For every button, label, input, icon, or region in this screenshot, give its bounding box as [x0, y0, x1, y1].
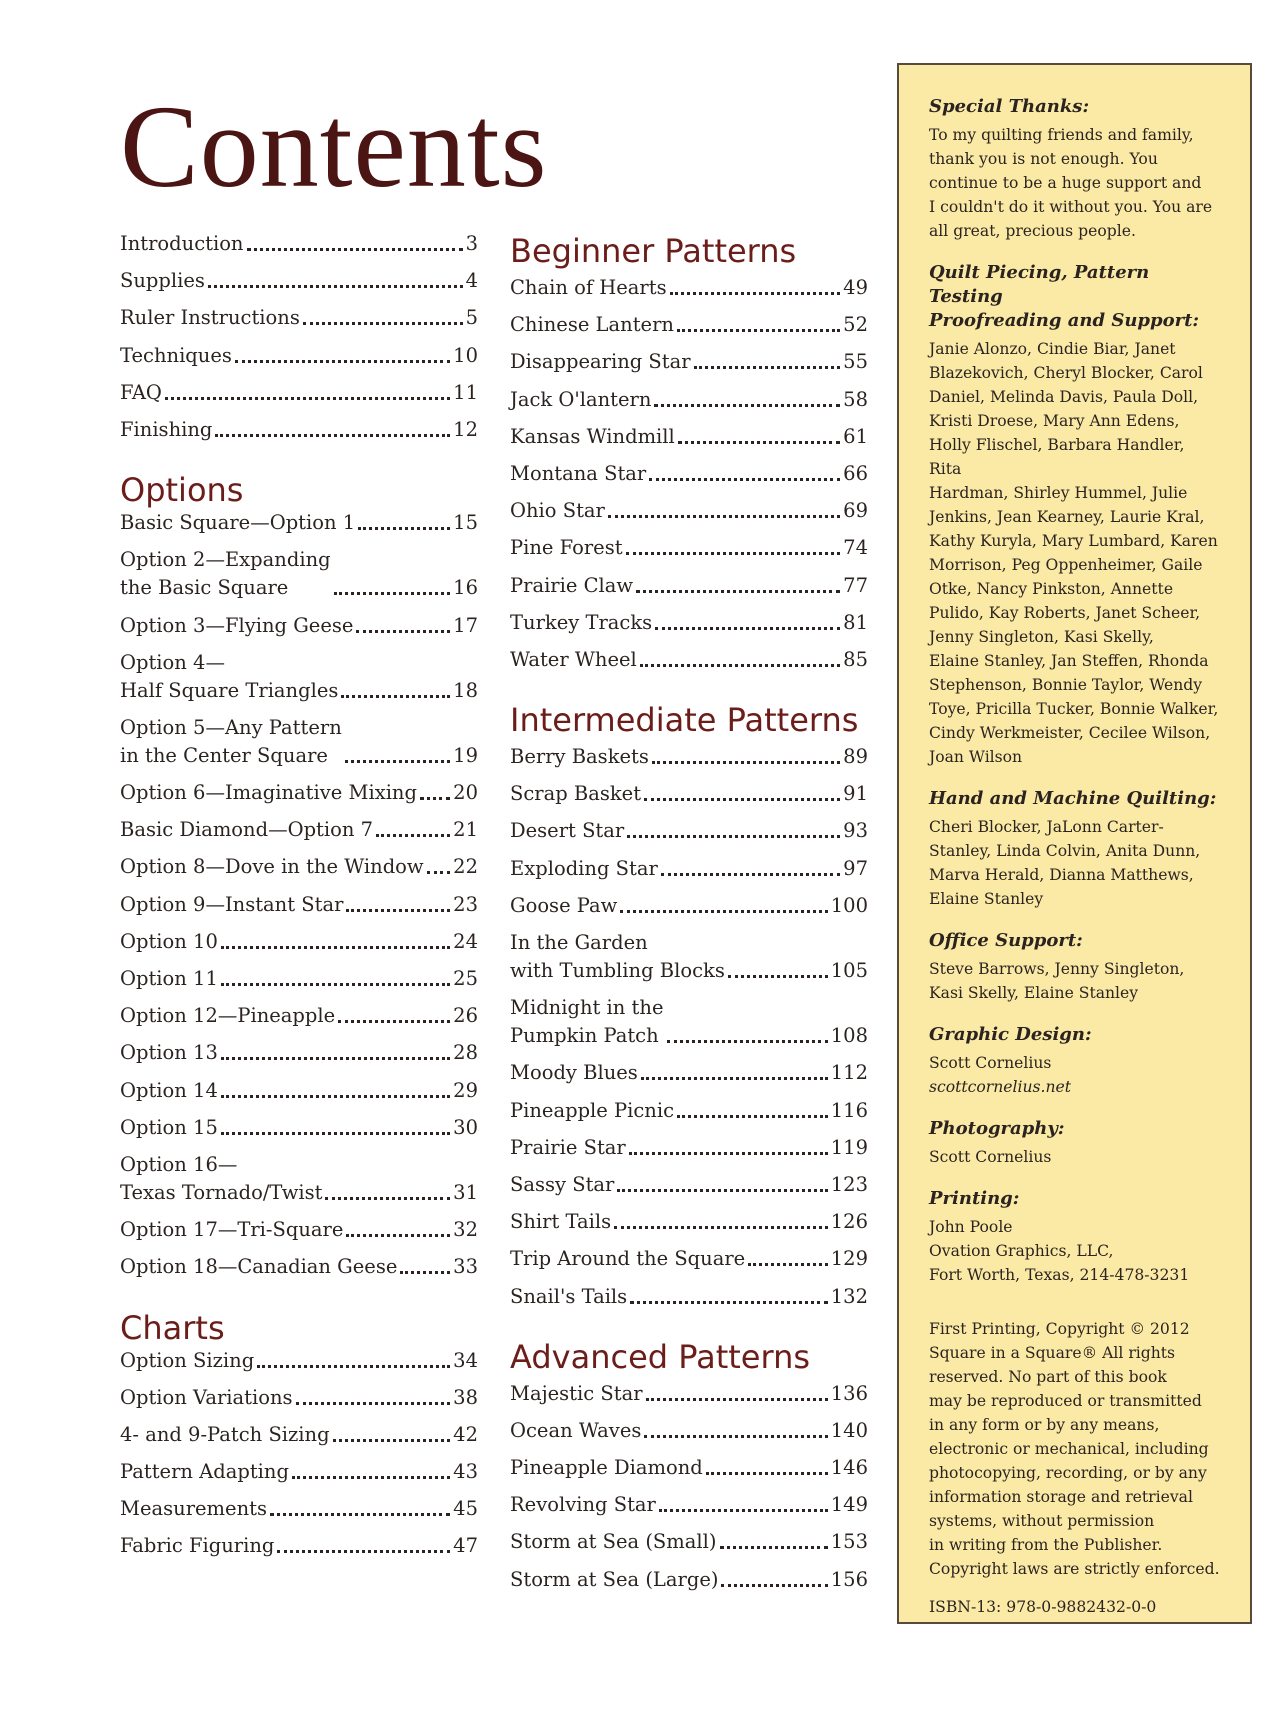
toc-entry-title: Kansas Windmill [510, 424, 675, 448]
toc-entry-title: Measurements [120, 1497, 267, 1521]
toc-entry-title: Option 12—Pineapple [120, 1004, 336, 1028]
credits-graphic [929, 1023, 1220, 1099]
dot-leader [334, 592, 451, 595]
credits-heading: Hand and Machine Quilting: [929, 788, 1217, 809]
toc-entry-page: 93 [843, 819, 868, 843]
credits-text: Cheri Blocker, JaLonn Carter- Stanley, Linda Colvin, Anita Dunn, Marva Herald, Dianna Matthews, Elaine Stanley [929, 818, 1201, 908]
toc-entry-page: 24 [453, 929, 478, 953]
toc-entry-page: 23 [453, 892, 478, 916]
toc-entry-page: 33 [453, 1255, 478, 1279]
toc-entry[interactable] [120, 1253, 478, 1281]
toc-entry-page: 45 [453, 1497, 478, 1521]
toc-entry-page: 18 [453, 678, 478, 702]
dot-leader [296, 1402, 451, 1405]
toc-entry[interactable] [120, 612, 478, 640]
toc-entry-title: Turkey Tracks [510, 610, 653, 634]
toc-entry-page: 32 [453, 1218, 478, 1242]
credits-heading: Printing: [929, 1188, 1020, 1209]
toc-entry[interactable] [120, 928, 478, 956]
dot-leader [277, 1550, 450, 1553]
toc-entry-page: 123 [830, 1172, 868, 1196]
toc-entry[interactable] [120, 342, 478, 370]
dot-leader [677, 1115, 828, 1118]
page-title: Contents [120, 81, 548, 212]
toc-entry[interactable] [120, 379, 478, 407]
toc-entry-title: Pineapple Diamond [510, 1456, 703, 1480]
toc-entry-title: Basic Diamond—Option 7 [120, 818, 374, 842]
toc-entry[interactable] [120, 714, 478, 770]
toc-entry-page: 66 [843, 461, 868, 485]
toc-entry-title: Water Wheel [510, 647, 637, 671]
dot-leader [649, 478, 840, 481]
dot-leader [641, 1077, 828, 1080]
toc-entry[interactable] [120, 509, 478, 537]
credits-text: Janie Alonzo, Cindie Biar, Janet Blazekovich, Cheryl Blocker, Carol Daniel, Melinda Davis, Paula Doll, Kristi Droese, Mary Ann Edens, Holly Flischel, Barbara Handler, Rita Hardman, Shirley Hummel, Julie Jenkins, Jean Kearney, Laurie Kral, Kathy Kuryla, Mary Lumbard, Karen Morrison, Peg Oppenheimer, Gaile Otke, Nancy Pinkston, Annette Pulido, Kay Roberts, Janet Scheer, Jenny Singleton, Kasi Skelly, Elaine Stanley, Jan Steffen, Rhonda Stephenson, Bonnie Taylor, Wendy Toye, Pricilla Tucker, Bonnie Walker, Cindy Werkmeister, Cecilee Wilson, Joan Wilson [929, 340, 1219, 766]
toc-entry-page: 15 [453, 511, 478, 535]
toc-entry[interactable] [120, 1039, 478, 1067]
toc-entry-page: 3 [465, 232, 478, 255]
toc-entry-page: 20 [453, 781, 478, 805]
toc-entry-page: 140 [830, 1418, 868, 1442]
toc-entry-title: Option 16— Texas Tornado/Twist [120, 1152, 323, 1204]
toc-entry[interactable] [120, 1151, 478, 1207]
toc-entry-page: 100 [830, 893, 868, 917]
toc-entry-title: Option 3—Flying Geese [120, 613, 354, 637]
dot-leader [292, 1476, 450, 1479]
toc-entry-title: Option 8—Dove in the Window [120, 855, 424, 879]
toc-entry-page: 42 [453, 1422, 478, 1446]
dot-leader [677, 329, 840, 332]
toc-entry[interactable] [120, 304, 478, 332]
toc-entry-page: 31 [453, 1180, 478, 1204]
dot-leader [720, 1546, 828, 1549]
toc-entry-title: Prairie Star [510, 1135, 626, 1159]
dot-leader [630, 1301, 828, 1304]
toc-entry-title: Techniques [120, 343, 232, 367]
section-heading-intermediate: Intermediate Patterns [510, 701, 859, 740]
dot-leader [221, 983, 450, 986]
toc-entry-page: 126 [830, 1210, 868, 1234]
toc-intermediate-list [510, 743, 868, 1310]
dot-leader [345, 760, 450, 763]
toc-entry[interactable] [510, 1528, 868, 1556]
toc-entry-page: 47 [453, 1534, 478, 1558]
toc-entry[interactable] [510, 274, 868, 302]
dot-leader [646, 1398, 828, 1401]
toc-entry[interactable] [510, 460, 868, 488]
toc-entry-page: 58 [843, 387, 868, 411]
toc-entry-title: Ocean Waves [510, 1418, 642, 1442]
toc-entry[interactable] [510, 497, 868, 525]
dot-leader [748, 1263, 828, 1266]
section-heading-beginner: Beginner Patterns [510, 232, 797, 270]
toc-entry-page: 26 [453, 1004, 478, 1028]
dot-leader [644, 1435, 827, 1438]
dot-leader [270, 1513, 450, 1516]
dot-leader [346, 1234, 450, 1237]
toc-entry-page: 22 [453, 855, 478, 879]
toc-column-middle [510, 232, 868, 1603]
toc-entry-page: 61 [843, 424, 868, 448]
toc-entry-title: Option 13 [120, 1041, 218, 1065]
toc-entry-page: 49 [843, 276, 868, 299]
toc-entry-title: Storm at Sea (Large) [510, 1567, 719, 1591]
credits-text: Scott Cornelius [929, 1054, 1052, 1072]
toc-entry-title: Option 6—Imaginative Mixing [120, 781, 417, 805]
dot-leader [346, 909, 450, 912]
toc-entry-page: 12 [453, 417, 478, 441]
toc-entry[interactable] [510, 609, 868, 637]
toc-entry-page: 85 [843, 647, 868, 671]
toc-entry[interactable] [510, 1171, 868, 1199]
toc-entry-title: Option 9—Instant Star [120, 892, 344, 916]
dot-leader [670, 292, 841, 295]
copyright-notice [929, 1317, 1220, 1581]
dot-leader [655, 627, 840, 630]
dot-leader [221, 1132, 450, 1135]
toc-entry[interactable] [510, 743, 868, 771]
toc-entry-page: 77 [843, 573, 868, 597]
toc-entry[interactable] [510, 817, 868, 845]
toc-entry-page: 116 [830, 1098, 868, 1122]
toc-entry-title: Storm at Sea (Small) [510, 1530, 717, 1554]
toc-entry-title: Majestic Star [510, 1381, 643, 1405]
dot-leader [420, 797, 450, 800]
toc-entry-page: 112 [830, 1061, 868, 1085]
credits-office [929, 929, 1220, 1005]
toc-entry-title: Option 15 [120, 1115, 218, 1139]
toc-charts-list [120, 1347, 478, 1561]
toc-entry[interactable] [120, 779, 478, 807]
copyright-text: First Printing, Copyright © 2012 Square in a Square® All rights reserved. No part of this book may be reproduced or transmitted in any form or by any means, electronic or mechanical, including photocopying, recording, or by any information storage and retrieval systems, without permission in writing from the Publisher. Copyright laws are strictly enforced. [929, 1320, 1220, 1578]
toc-entry[interactable] [120, 853, 478, 881]
toc-column-left [120, 230, 478, 1570]
toc-entry-page: 132 [830, 1284, 868, 1308]
toc-entry[interactable] [510, 994, 868, 1050]
toc-entry[interactable] [510, 1097, 868, 1125]
toc-entry-page: 5 [465, 306, 478, 330]
toc-entry-page: 34 [453, 1348, 478, 1372]
toc-entry-title: Pineapple Picnic [510, 1098, 675, 1122]
toc-entry-page: 97 [843, 856, 868, 880]
toc-advanced-list [510, 1380, 868, 1594]
toc-entry[interactable] [510, 1059, 868, 1087]
toc-entry-title: Ohio Star [510, 499, 605, 523]
isbn-text: ISBN-13: 978-0-9882432-0-0 [929, 1598, 1157, 1616]
toc-entry[interactable] [120, 416, 478, 444]
dot-leader [215, 434, 450, 437]
toc-entry-title: In the Garden with Tumbling Blocks [510, 931, 725, 982]
toc-entry-page: 108 [830, 1024, 868, 1048]
toc-entry[interactable] [510, 1208, 868, 1236]
toc-entry-title: Finishing [120, 417, 213, 441]
toc-entry-page: 29 [453, 1078, 478, 1102]
toc-entry[interactable] [120, 1458, 478, 1486]
credits-heading: Quilt Piecing, Pattern Testing Proofreading and Support: [929, 262, 1200, 331]
dot-leader [400, 1271, 450, 1274]
dot-leader [208, 285, 463, 288]
toc-entry-title: Moody Blues [510, 1061, 638, 1085]
dot-leader [376, 834, 450, 837]
dot-leader [358, 527, 450, 530]
dot-leader [221, 1057, 450, 1060]
toc-entry-page: 16 [453, 576, 478, 600]
dot-leader [338, 1020, 450, 1023]
toc-entry-page: 119 [830, 1135, 868, 1159]
toc-entry-page: 105 [830, 959, 868, 982]
toc-entry-page: 156 [830, 1567, 868, 1591]
toc-entry-page: 149 [830, 1493, 868, 1517]
toc-entry-title: Goose Paw [510, 893, 618, 917]
dot-leader [303, 322, 463, 325]
toc-entry-title: Jack O'lantern [510, 387, 652, 411]
toc-entry[interactable] [120, 1421, 478, 1449]
dot-leader [659, 1509, 828, 1512]
dot-leader [636, 590, 840, 593]
toc-entry-title: 4- and 9-Patch Sizing [120, 1422, 330, 1446]
toc-entry-page: 25 [453, 967, 478, 990]
credits-piecing [929, 261, 1220, 769]
toc-entry-title: Snail's Tails [510, 1284, 628, 1308]
dot-leader [221, 946, 450, 949]
dot-leader [333, 1439, 451, 1442]
credits-heading: Office Support: [929, 930, 1083, 951]
toc-entry-title: Option 5—Any Pattern in the Center Square [120, 715, 342, 767]
dot-leader [627, 835, 840, 838]
toc-entry[interactable] [120, 891, 478, 919]
toc-entry-title: Chain of Hearts [510, 276, 667, 299]
dot-leader [706, 1472, 828, 1475]
toc-entry[interactable] [510, 929, 868, 985]
toc-entry[interactable] [510, 423, 868, 451]
toc-entry[interactable] [120, 1216, 478, 1244]
toc-entry-title: Option 4— Half Square Triangles [120, 650, 339, 702]
dot-leader [629, 1152, 828, 1155]
dot-leader [608, 515, 840, 518]
toc-entry[interactable] [120, 1114, 478, 1142]
dot-leader [221, 1095, 450, 1098]
toc-entry[interactable] [510, 1380, 868, 1408]
toc-entry-title: Pattern Adapting [120, 1460, 289, 1484]
toc-entry-page: 89 [843, 745, 868, 769]
toc-entry[interactable] [510, 572, 868, 600]
toc-entry-title: Option 18—Canadian Geese [120, 1255, 398, 1279]
credits-printing [929, 1187, 1220, 1287]
credits-quilting [929, 787, 1220, 911]
toc-entry-page: 69 [843, 499, 868, 523]
credits-text: John Poole Ovation Graphics, LLC, Fort Worth, Texas, 214-478-3231 [929, 1218, 1190, 1284]
toc-entry[interactable] [120, 267, 478, 295]
toc-entry[interactable] [120, 816, 478, 844]
toc-entry-title: Prairie Claw [510, 573, 634, 597]
toc-entry-title: Chinese Lantern [510, 313, 674, 337]
toc-entry-title: Sassy Star [510, 1172, 615, 1196]
toc-entry[interactable] [120, 965, 478, 993]
toc-entry-title: Option Variations [120, 1385, 293, 1409]
toc-entry[interactable] [120, 1495, 478, 1523]
toc-entry-title: Option 2—Expanding the Basic Square [120, 548, 331, 600]
dot-leader [728, 975, 828, 978]
toc-entry-title: Exploding Star [510, 856, 658, 880]
toc-entry-title: Disappearing Star [510, 350, 691, 374]
toc-entry-title: Option 10 [120, 929, 218, 953]
dot-leader [626, 552, 841, 555]
toc-entry-page: 11 [453, 380, 478, 404]
toc-entry[interactable] [510, 1491, 868, 1519]
dot-leader [356, 630, 450, 633]
toc-entry[interactable] [510, 646, 868, 674]
toc-entry[interactable] [510, 1417, 868, 1445]
dot-leader [694, 366, 841, 369]
dot-leader [640, 664, 840, 667]
toc-entry-page: 74 [843, 536, 868, 560]
toc-entry[interactable] [120, 1077, 478, 1105]
toc-entry-title: Montana Star [510, 461, 647, 485]
dot-leader [165, 397, 450, 400]
toc-entry-title: Fabric Figuring [120, 1534, 275, 1558]
toc-entry-title: Desert Star [510, 819, 625, 843]
dot-leader [247, 248, 463, 251]
toc-entry-title: Introduction [120, 232, 244, 255]
dot-leader [325, 1197, 450, 1200]
toc-entry-page: 81 [843, 610, 868, 634]
toc-entry-page: 10 [453, 343, 478, 367]
section-heading-options: Options [120, 471, 244, 510]
toc-entry-title: Option 14 [120, 1078, 218, 1102]
dot-leader [644, 798, 840, 801]
dot-leader [667, 1040, 828, 1043]
toc-entry[interactable] [120, 546, 478, 602]
toc-entry-page: 28 [453, 1041, 478, 1065]
toc-entry-page: 30 [453, 1115, 478, 1139]
dot-leader [654, 404, 840, 407]
dot-leader [617, 1189, 827, 1192]
toc-entry[interactable] [510, 1134, 868, 1162]
credits-text: Scott Cornelius [929, 1148, 1052, 1166]
toc-entry-page: 52 [843, 313, 868, 337]
toc-entry[interactable] [510, 892, 868, 920]
toc-entry-title: Ruler Instructions [120, 306, 300, 330]
toc-entry-title: Option 17—Tri-Square [120, 1218, 344, 1242]
dot-leader [620, 910, 827, 913]
dot-leader [721, 1584, 827, 1587]
toc-entry-page: 91 [843, 782, 868, 806]
toc-entry-title: Option 11 [120, 967, 218, 990]
toc-entry-page: 136 [830, 1381, 868, 1405]
toc-entry-page: 55 [843, 350, 868, 374]
toc-entry[interactable] [510, 1566, 868, 1594]
section-heading-charts: Charts [120, 1308, 225, 1347]
toc-intro-list [120, 230, 478, 444]
credits-heading: Photography: [929, 1118, 1065, 1139]
credits-special-thanks [929, 95, 1220, 243]
toc-entry-title: Berry Baskets [510, 745, 649, 769]
toc-entry-title: Revolving Star [510, 1493, 656, 1517]
toc-entry-title: Option Sizing [120, 1348, 255, 1372]
dot-leader [427, 871, 451, 874]
toc-entry[interactable] [120, 1347, 478, 1375]
toc-entry[interactable] [510, 348, 868, 376]
credits-heading: Special Thanks: [929, 96, 1090, 117]
toc-entry[interactable] [510, 855, 868, 883]
toc-entry-page: 146 [830, 1456, 868, 1480]
dot-leader [678, 441, 840, 444]
credits-heading: Graphic Design: [929, 1024, 1092, 1045]
website-link[interactable]: scottcornelius.net [929, 1078, 1072, 1096]
toc-entry-title: Shirt Tails [510, 1210, 612, 1234]
dot-leader [341, 695, 450, 698]
toc-entry-title: Pine Forest [510, 536, 623, 560]
toc-entry[interactable] [510, 311, 868, 339]
toc-entry-page: 153 [830, 1530, 868, 1554]
toc-entry-page: 19 [453, 743, 478, 767]
credits-sidebar [897, 63, 1252, 1624]
toc-entry-page: 38 [453, 1385, 478, 1409]
toc-entry[interactable] [510, 534, 868, 562]
dot-leader [661, 873, 840, 876]
toc-entry[interactable] [510, 1283, 868, 1311]
toc-entry-page: 17 [453, 613, 478, 637]
toc-entry-page: 43 [453, 1460, 478, 1484]
toc-entry[interactable] [510, 780, 868, 808]
toc-entry[interactable] [510, 1454, 868, 1482]
toc-entry[interactable] [510, 1245, 868, 1273]
dot-leader [614, 1226, 828, 1229]
toc-entry-page: 129 [830, 1247, 868, 1271]
toc-entry-title: Scrap Basket [510, 782, 642, 806]
toc-entry-title: Supplies [120, 269, 205, 293]
toc-entry[interactable] [120, 230, 478, 258]
toc-entry[interactable] [120, 1002, 478, 1030]
toc-entry-page: 21 [453, 818, 478, 842]
toc-entry[interactable] [120, 649, 478, 705]
toc-entry[interactable] [120, 1532, 478, 1560]
toc-entry-title: FAQ [120, 380, 162, 404]
toc-entry[interactable] [120, 1384, 478, 1412]
dot-leader [257, 1365, 450, 1368]
section-heading-advanced: Advanced Patterns [510, 1337, 811, 1376]
dot-leader [652, 761, 840, 764]
toc-entry[interactable] [510, 386, 868, 414]
toc-entry-page: 4 [465, 269, 478, 293]
toc-entry-title: Basic Square—Option 1 [120, 511, 356, 535]
dot-leader [235, 360, 450, 363]
toc-entry-title: Midnight in the Pumpkin Patch [510, 996, 664, 1048]
credits-photo [929, 1117, 1220, 1169]
credits-text: To my quilting friends and family, thank you is not enough. You continue to be a huge support and I couldn't do it without you. You are all great, precious people. [929, 126, 1213, 240]
credits-text: Steve Barrows, Jenny Singleton, Kasi Skelly, Elaine Stanley [929, 960, 1185, 1002]
toc-entry-title: Trip Around the Square [510, 1247, 746, 1271]
toc-options-list [120, 509, 478, 1281]
toc-beginner-list [510, 274, 868, 674]
